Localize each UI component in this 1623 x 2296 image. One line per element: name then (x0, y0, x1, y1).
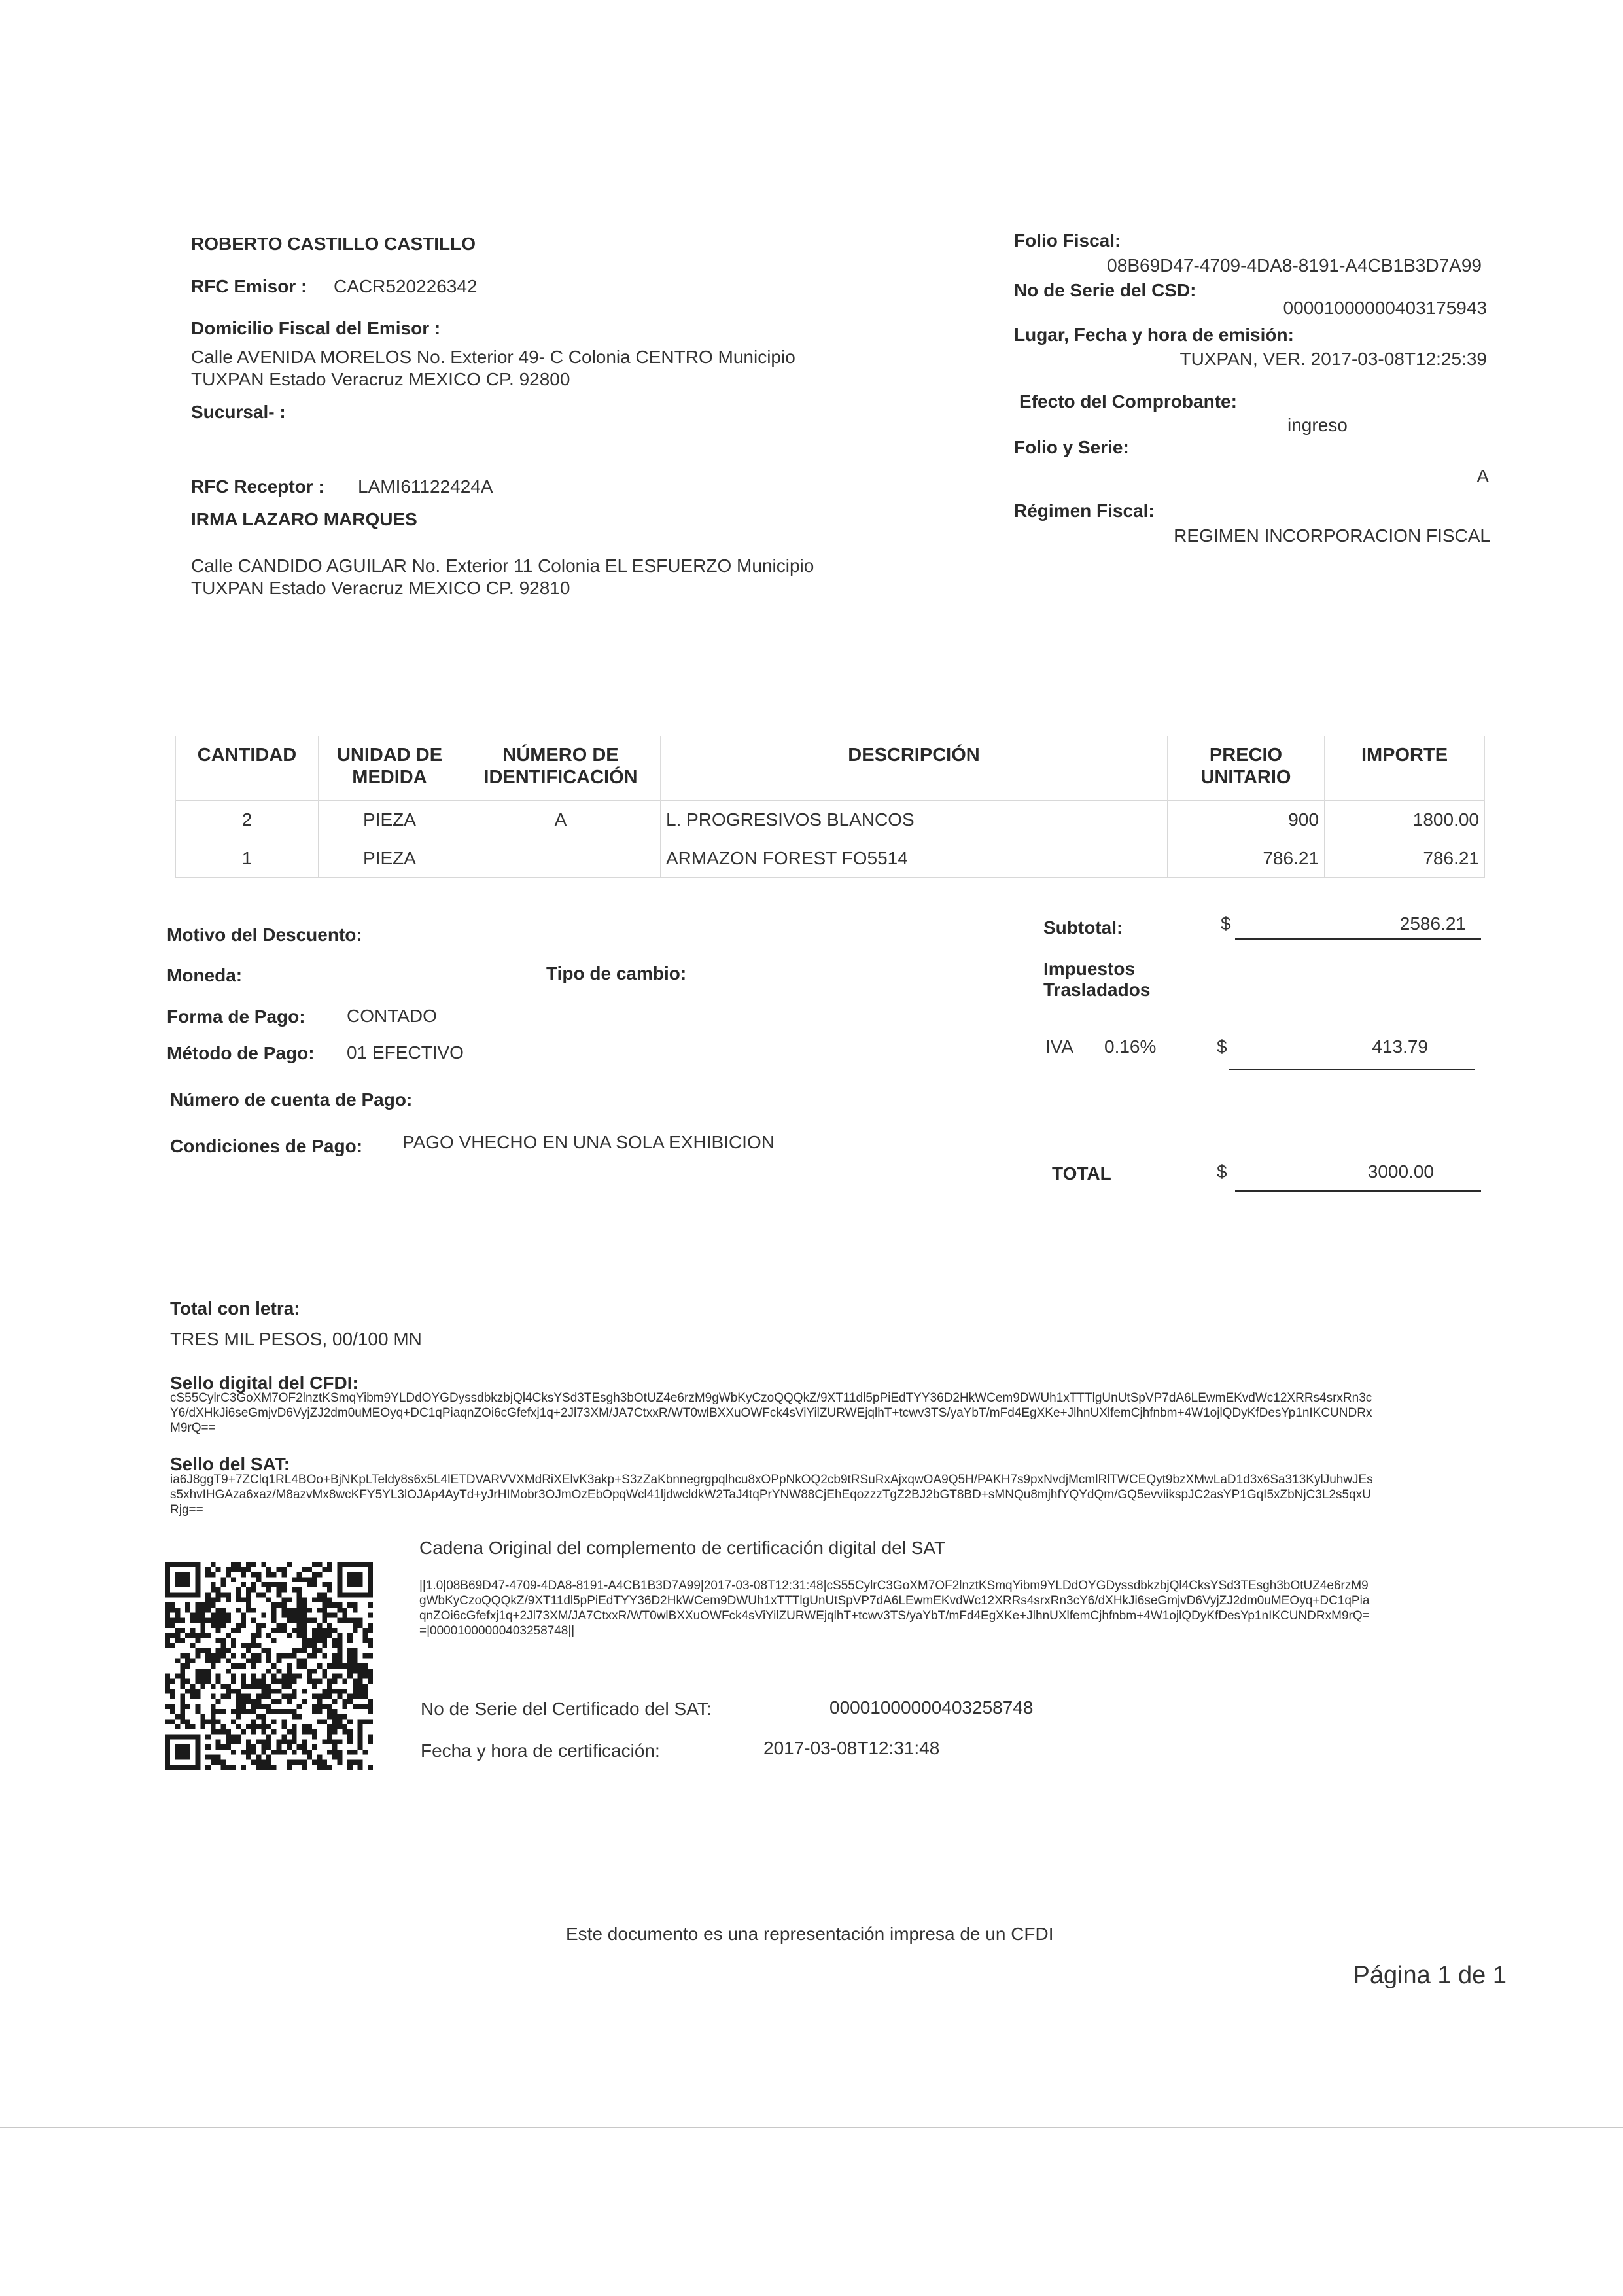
forma-pago-label: Forma de Pago: (167, 1006, 305, 1027)
header-descripcion: DESCRIPCIÓN (661, 736, 1168, 801)
rfc-emisor-label: RFC Emisor : (191, 276, 307, 296)
total-currency: $ (1217, 1161, 1227, 1182)
header-unidad: UNIDAD DE MEDIDA (319, 736, 461, 801)
items-table (175, 736, 1485, 878)
domicilio-emisor-line1: Calle AVENIDA MORELOS No. Exterior 49- C Colonia CENTRO Municipio (191, 347, 795, 367)
folio-fiscal-value: 08B69D47-4709-4DA8-8191-A4CB1B3D7A99 (1107, 255, 1482, 275)
cert-fecha-label: Fecha y hora de certificación: (421, 1740, 660, 1761)
receptor-name: IRMA LAZARO MARQUES (191, 509, 417, 529)
folio-fiscal-label: Folio Fiscal: (1014, 230, 1121, 251)
subtotal-label: Subtotal: (1043, 917, 1123, 938)
folio-serie-label: Folio y Serie: (1014, 437, 1129, 457)
sello-cfdi-label: Sello digital del CFDI: (170, 1373, 358, 1393)
impuestos-label-2: Trasladados (1043, 980, 1151, 1000)
row-cantidad: 1 (176, 839, 319, 878)
subtotal-underline (1235, 938, 1481, 940)
condiciones-pago-value: PAGO VHECHO EN UNA SOLA EXHIBICION (402, 1132, 775, 1152)
row-precio: 786.21 (1168, 839, 1325, 878)
receptor-address-line2: TUXPAN Estado Veracruz MEXICO CP. 92810 (191, 578, 570, 598)
iva-label: IVA (1045, 1036, 1074, 1057)
row-unidad: PIEZA (319, 839, 461, 878)
motivo-descuento-label: Motivo del Descuento: (167, 925, 362, 945)
lugar-fecha-value: TUXPAN, VER. 2017-03-08T12:25:39 (1179, 349, 1487, 369)
moneda-label: Moneda: (167, 965, 243, 985)
header-precio: PRECIO UNITARIO (1168, 736, 1325, 801)
items-header-row (176, 736, 1485, 801)
row-descripcion: L. PROGRESIVOS BLANCOS (661, 801, 1168, 839)
row-importe: 1800.00 (1325, 801, 1485, 839)
impuestos-label-1: Impuestos (1043, 959, 1136, 979)
metodo-pago-value: 01 EFECTIVO (347, 1042, 464, 1063)
cert-fecha-value: 2017-03-08T12:31:48 (763, 1738, 940, 1758)
total-letra-label: Total con letra: (170, 1298, 300, 1318)
footer-note: Este documento es una representación impresa de un CFDI (566, 1924, 1054, 1944)
page-divider (0, 2127, 1623, 2128)
condiciones-pago-label: Condiciones de Pago: (170, 1136, 363, 1156)
sello-sat-label: Sello del SAT: (170, 1454, 290, 1474)
sello-sat-text: ia6J8ggT9+7ZClq1RL4BOo+BjNKpLTeldy8s6x5L4lETDVARVVXMdRiXElvK3akp+S3zZaKbnnegrgpqlhcu8xOPpNkOQ2cb9tRSuRxAjxqwOA9Q5H/PAKH7s9pxNvdjMcmlRlTWCEQyt9bzXMwLaD1d3x6Sa313KylJuhwJEss5xhvIHGAza6xaz/M8azvMx8wcKFY5YL3lOJAp4AyTd+yJrHIMobr3OJmOzEbOpqWcl41ljdwcldkW2TaJ4tqPrYNW88CjEhEqozzzTgZ2BJ2bGT8BD+sMNQu8mjhfYQYdQm/GQ5evviikspJC2asYP1GqI5xZbNjC3L2s5qxURjg== (170, 1473, 1373, 1517)
row-numero: A (461, 801, 661, 839)
iva-underline (1229, 1069, 1475, 1070)
cert-serie-label: No de Serie del Certificado del SAT: (421, 1699, 712, 1719)
row-importe: 786.21 (1325, 839, 1485, 878)
cert-serie-value: 00001000000403258748 (829, 1697, 1034, 1718)
regimen-label: Régimen Fiscal: (1014, 501, 1155, 521)
efecto-value: ingreso (1287, 415, 1348, 435)
total-letra-value: TRES MIL PESOS, 00/100 MN (170, 1329, 422, 1349)
total-label: TOTAL (1052, 1163, 1111, 1184)
subtotal-currency: $ (1221, 913, 1231, 934)
iva-value: 413.79 (1372, 1036, 1428, 1057)
forma-pago-value: CONTADO (347, 1006, 437, 1026)
total-underline (1235, 1190, 1481, 1192)
table-row (176, 839, 1485, 878)
lugar-fecha-label: Lugar, Fecha y hora de emisión: (1014, 325, 1294, 345)
total-value: 3000.00 (1367, 1161, 1434, 1182)
rfc-receptor-label: RFC Receptor : (191, 476, 324, 497)
metodo-pago-label: Método de Pago: (167, 1043, 315, 1063)
sello-cfdi-text: cS55CylrC3GoXM7OF2lnztKSmqYibm9YLDdOYGDyssdbkzbjQl4CksYSd3TEsgh3bOtUZ4e6rzM9gWbKyCzoQQQkZ/9XT11dl5pPiEdTYY36D2HkWCem9DWUh1xTTTlgUnUtSpVP7dA6LEwmEKvdWc12XRRs4srxRn3cY6/dXHkJi6seGmjvD6VyjZJ2dm0uMEOyq+DC1qPiaqnZOi6cGfefxj1q+2Jl73XM/JA7CtxxR/WT0wlBXXuOWFck4sViYilZURWEjqlhT+tcwv3TS/yaYbT/mFd4EgXKe+JlhnUXlfemCjhfnbm+4W1ojlQDyKfDesYp1nIKCUNDRxM9rQ== (170, 1391, 1372, 1435)
row-unidad: PIEZA (319, 801, 461, 839)
receptor-address-line1: Calle CANDIDO AGUILAR No. Exterior 11 Colonia EL ESFUERZO Municipio (191, 556, 814, 576)
row-cantidad: 2 (176, 801, 319, 839)
subtotal-value: 2586.21 (1399, 913, 1466, 934)
domicilio-emisor-line2: TUXPAN Estado Veracruz MEXICO CP. 92800 (191, 369, 570, 389)
row-precio: 900 (1168, 801, 1325, 839)
header-importe: IMPORTE (1325, 736, 1485, 801)
row-descripcion: ARMAZON FOREST FO5514 (661, 839, 1168, 878)
row-numero (461, 839, 661, 878)
page-number: Página 1 de 1 (1353, 1962, 1507, 1989)
cadena-text: ||1.0|08B69D47-4709-4DA8-8191-A4CB1B3D7A99|2017-03-08T12:31:48|cS55CylrC3GoXM7OF2lnztKSmqYibm9YLDdOYGDyssdbkzbjQl4CksYSd3TEsgh3bOtUZ4e6rzM9gWbKyCzoQQQkZ/9XT11dl5pPiEdTYY36D2HkWCem9DWUh1xTTTlgUnUtSpVP7dA6LEwmEKvdWc12XRRs4srxRn3cY6/dXHkJi6seGmjvD6VyjZJ2dm0uMEOyq+DC1qPiaqnZOi6cGfefxj1q+2Jl73XM/JA7CtxxR/WT0wlBXXuOWFck4sViYilZURWEjqlhT+tcwv3TS/yaYbT/mFd4EgXKe+JlhnUXlfemCjhfnbm+4W1ojlQDyKfDesYp1nIKCUNDRxM9rQ==|00001000000403258748|| (419, 1579, 1370, 1638)
csd-label: No de Serie del CSD: (1014, 280, 1196, 300)
iva-rate: 0.16% (1104, 1036, 1157, 1057)
cadena-title: Cadena Original del complemento de certificación digital del SAT (419, 1538, 946, 1558)
domicilio-emisor-label: Domicilio Fiscal del Emisor : (191, 318, 441, 338)
header-numero: NÚMERO DE IDENTIFICACIÓN (461, 736, 661, 801)
regimen-value: REGIMEN INCORPORACION FISCAL (1174, 525, 1490, 546)
rfc-receptor-value: LAMI61122424A (358, 476, 493, 497)
table-row (176, 801, 1485, 839)
sucursal-label: Sucursal- : (191, 402, 286, 422)
cuenta-pago-label: Número de cuenta de Pago: (170, 1089, 413, 1110)
emisor-name: ROBERTO CASTILLO CASTILLO (191, 234, 476, 254)
tipo-cambio-label: Tipo de cambio: (546, 963, 687, 983)
folio-serie-value: A (1476, 466, 1489, 486)
rfc-emisor-value: CACR520226342 (334, 276, 478, 296)
csd-value: 00001000000403175943 (1283, 298, 1487, 318)
header-cantidad: CANTIDAD (176, 736, 319, 801)
qr-code (165, 1562, 373, 1770)
efecto-label: Efecto del Comprobante: (1019, 391, 1237, 412)
iva-currency: $ (1217, 1036, 1227, 1057)
